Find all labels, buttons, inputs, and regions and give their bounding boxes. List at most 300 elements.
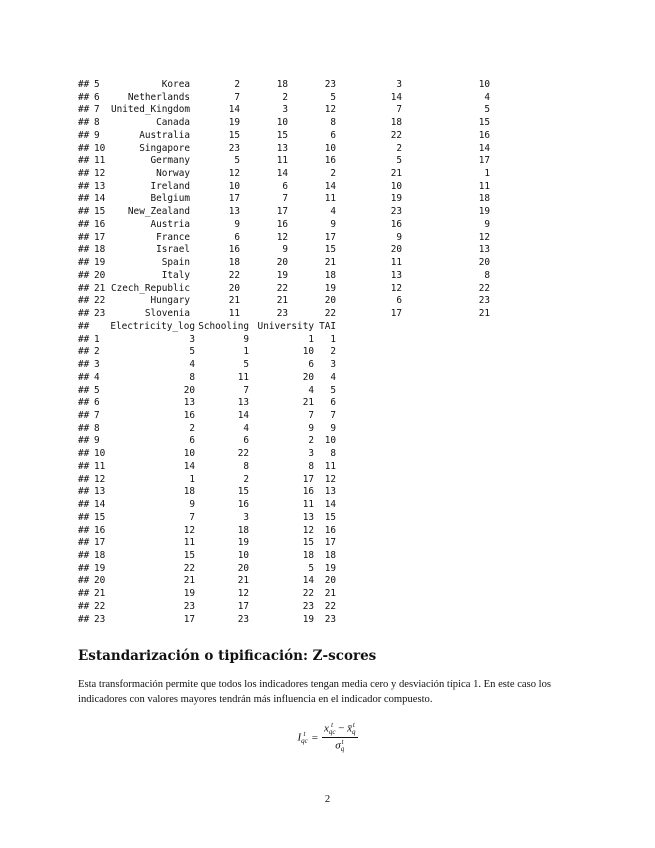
rank-table-countries bbox=[78, 79, 490, 321]
table-cell: ## bbox=[78, 244, 90, 256]
table-cell: 22 bbox=[302, 588, 314, 600]
formula-equals: = bbox=[311, 731, 318, 744]
table-cell: 8 bbox=[243, 460, 249, 472]
table-cell: 13 bbox=[324, 486, 336, 498]
table-cell: 23 bbox=[390, 206, 402, 218]
table-cell: 15 bbox=[324, 511, 336, 523]
table-row bbox=[78, 410, 336, 423]
table-cell: 6 bbox=[396, 295, 402, 307]
table-cell: 14 bbox=[302, 575, 314, 587]
table-cell: 22 bbox=[478, 282, 490, 294]
table-cell: 7 bbox=[330, 410, 336, 422]
table-row bbox=[78, 512, 336, 525]
table-cell: 7 bbox=[234, 91, 240, 103]
table-cell: 23 bbox=[478, 295, 490, 307]
table-row bbox=[78, 193, 490, 206]
formula-fraction bbox=[322, 722, 358, 753]
table-cell: 8 bbox=[330, 448, 336, 460]
table-cell: Netherlands bbox=[127, 91, 190, 103]
table-cell: 3 bbox=[243, 511, 249, 523]
table-cell: 3 bbox=[308, 448, 314, 460]
table-cell: 5 bbox=[330, 384, 336, 396]
table-cell: 12 bbox=[302, 524, 314, 536]
table-row bbox=[78, 537, 336, 550]
page-number: 2 bbox=[324, 794, 331, 805]
table-cell: ## bbox=[78, 206, 90, 218]
table-cell: 11 bbox=[237, 371, 249, 383]
table-cell: 18 bbox=[276, 79, 288, 90]
table-cell: 22 bbox=[276, 282, 288, 294]
table-cell: 1 bbox=[94, 333, 100, 345]
table-cell: ## bbox=[78, 180, 90, 192]
table-cell: 16 bbox=[94, 524, 106, 536]
table-cell: ## bbox=[78, 575, 90, 587]
table-cell: 18 bbox=[478, 193, 490, 205]
table-cell: 2 bbox=[282, 91, 288, 103]
z-score-formula bbox=[0, 722, 655, 753]
table-cell: 18 bbox=[228, 257, 240, 269]
table-cell: 17 bbox=[237, 600, 249, 612]
table-cell: ## bbox=[78, 269, 90, 281]
table-cell: 22 bbox=[324, 600, 336, 612]
table-cell: 20 bbox=[237, 562, 249, 574]
table-cell: 1 bbox=[330, 333, 336, 345]
table-cell: ## bbox=[78, 333, 90, 345]
table-cell: 22 bbox=[183, 562, 195, 574]
table-cell: ## bbox=[78, 613, 90, 625]
table-cell: University bbox=[257, 321, 314, 332]
table-cell: 11 bbox=[228, 307, 240, 319]
table-cell: ## bbox=[78, 588, 90, 600]
table-cell: 5 bbox=[484, 104, 490, 116]
table-cell: 2 bbox=[330, 346, 336, 358]
table-cell: 9 bbox=[330, 422, 336, 434]
table-cell: 16 bbox=[390, 218, 402, 230]
table-cell: 6 bbox=[94, 91, 100, 103]
table-cell: 16 bbox=[183, 410, 195, 422]
table-cell: 14 bbox=[94, 499, 106, 511]
table-cell: 19 bbox=[94, 257, 106, 269]
table-cell: 4 bbox=[330, 206, 336, 218]
table-cell: ## bbox=[78, 397, 90, 409]
table-cell: 23 bbox=[237, 613, 249, 625]
table-cell: 2 bbox=[243, 473, 249, 485]
table-cell: ## bbox=[78, 295, 90, 307]
table-cell: 19 bbox=[324, 562, 336, 574]
table-cell: 6 bbox=[330, 129, 336, 141]
table-row bbox=[78, 206, 490, 219]
table-cell: 16 bbox=[276, 218, 288, 230]
table-cell: Canada bbox=[156, 117, 190, 129]
table-cell: 10 bbox=[228, 180, 240, 192]
table-cell: 19 bbox=[228, 117, 240, 129]
table-cell: 18 bbox=[94, 549, 106, 561]
table-cell: 23 bbox=[324, 613, 336, 625]
table-cell: 3 bbox=[330, 359, 336, 371]
table-cell: Spain bbox=[161, 257, 190, 269]
table-cell: 19 bbox=[302, 613, 314, 625]
table-cell: 9 bbox=[243, 333, 249, 345]
table-cell: ## bbox=[78, 499, 90, 511]
table-cell: 6 bbox=[234, 231, 240, 243]
table-cell: 6 bbox=[94, 397, 100, 409]
table-cell: Germany bbox=[150, 155, 190, 167]
table-cell: 22 bbox=[324, 307, 336, 319]
table-header-row bbox=[78, 321, 336, 334]
table-cell: 23 bbox=[302, 600, 314, 612]
rank-table-indicators bbox=[78, 321, 336, 626]
table-row bbox=[78, 461, 336, 474]
table-cell: 15 bbox=[276, 129, 288, 141]
table-row bbox=[78, 575, 336, 588]
table-cell: Israel bbox=[156, 244, 190, 256]
table-cell: 7 bbox=[189, 511, 195, 523]
table-row bbox=[78, 448, 336, 461]
table-cell: 9 bbox=[396, 231, 402, 243]
table-cell: 5 bbox=[243, 359, 249, 371]
table-cell: 19 bbox=[94, 562, 106, 574]
table-cell: 8 bbox=[484, 269, 490, 281]
table-cell: 6 bbox=[308, 359, 314, 371]
table-cell: 8 bbox=[330, 117, 336, 129]
table-cell: 14 bbox=[390, 91, 402, 103]
table-cell: 11 bbox=[276, 155, 288, 167]
section-paragraph: Esta transformación permite que todos los indicadores tengan media cero y desviación típica 1. En este caso los indicadores con valores mayores tendrán más influencia en el indicador compuesto. bbox=[78, 679, 552, 706]
table-cell: 5 bbox=[94, 79, 100, 90]
table-cell: 6 bbox=[189, 435, 195, 447]
table-cell: 5 bbox=[94, 384, 100, 396]
table-cell: 2 bbox=[308, 435, 314, 447]
table-row bbox=[78, 117, 490, 130]
table-row bbox=[78, 155, 490, 168]
table-cell: ## bbox=[78, 218, 90, 230]
table-cell: 4 bbox=[189, 359, 195, 371]
table-row bbox=[78, 219, 490, 232]
table-cell: 15 bbox=[228, 129, 240, 141]
table-cell: 14 bbox=[324, 499, 336, 511]
table-cell: 18 bbox=[324, 269, 336, 281]
table-cell: ## bbox=[78, 473, 90, 485]
table-cell: 20 bbox=[324, 295, 336, 307]
formula-numerator: x t qc − x̄ t q bbox=[323, 721, 356, 736]
table-cell: 9 bbox=[282, 244, 288, 256]
table-cell: 9 bbox=[189, 499, 195, 511]
table-cell: 1 bbox=[189, 473, 195, 485]
table-cell: 8 bbox=[94, 422, 100, 434]
table-cell: 14 bbox=[237, 410, 249, 422]
table-cell: ## bbox=[78, 384, 90, 396]
table-cell: ## bbox=[78, 448, 90, 460]
table-cell: 5 bbox=[396, 155, 402, 167]
table-cell: 22 bbox=[237, 448, 249, 460]
table-cell: 21 bbox=[324, 588, 336, 600]
table-cell: 1 bbox=[243, 346, 249, 358]
table-row bbox=[78, 130, 490, 143]
table-row bbox=[78, 334, 336, 347]
table-cell: 13 bbox=[478, 244, 490, 256]
table-cell: 7 bbox=[396, 104, 402, 116]
table-cell: 12 bbox=[94, 168, 106, 180]
table-cell: 20 bbox=[302, 371, 314, 383]
table-row bbox=[78, 92, 490, 105]
table-cell: France bbox=[156, 231, 190, 243]
table-cell: 4 bbox=[94, 371, 100, 383]
table-row bbox=[78, 397, 336, 410]
formula-lhs: I t qc bbox=[297, 729, 308, 745]
table-cell: 12 bbox=[390, 282, 402, 294]
table-row bbox=[78, 295, 490, 308]
table-cell: Ireland bbox=[150, 180, 190, 192]
table-cell: 15 bbox=[478, 117, 490, 129]
table-cell: 19 bbox=[237, 537, 249, 549]
table-cell: 14 bbox=[324, 180, 336, 192]
table-cell: 4 bbox=[484, 91, 490, 103]
table-cell: 12 bbox=[324, 104, 336, 116]
table-cell: 21 bbox=[237, 575, 249, 587]
table-cell: 12 bbox=[478, 231, 490, 243]
table-cell: 22 bbox=[390, 129, 402, 141]
table-cell: 10 bbox=[237, 549, 249, 561]
table-cell: ## bbox=[78, 282, 90, 294]
table-cell: 15 bbox=[183, 549, 195, 561]
table-cell: 10 bbox=[183, 448, 195, 460]
table-cell: 20 bbox=[183, 384, 195, 396]
table-cell: 21 bbox=[228, 295, 240, 307]
table-cell: 23 bbox=[94, 613, 106, 625]
table-row bbox=[78, 423, 336, 436]
table-cell: 23 bbox=[276, 307, 288, 319]
table-cell: 12 bbox=[237, 588, 249, 600]
table-cell: 23 bbox=[324, 79, 336, 90]
table-cell: 19 bbox=[478, 206, 490, 218]
table-cell: 10 bbox=[324, 142, 336, 154]
table-cell: ## bbox=[78, 549, 90, 561]
table-cell: 19 bbox=[183, 588, 195, 600]
table-cell: 16 bbox=[324, 524, 336, 536]
table-row bbox=[78, 181, 490, 194]
table-cell: 10 bbox=[94, 142, 106, 154]
table-cell: 6 bbox=[282, 180, 288, 192]
table-row bbox=[78, 601, 336, 614]
table-cell: 10 bbox=[478, 79, 490, 90]
table-cell: 8 bbox=[94, 117, 100, 129]
table-cell: ## bbox=[78, 511, 90, 523]
table-cell: 7 bbox=[94, 104, 100, 116]
table-cell: ## bbox=[78, 371, 90, 383]
table-row bbox=[78, 499, 336, 512]
table-row bbox=[78, 346, 336, 359]
table-cell: 20 bbox=[94, 575, 106, 587]
table-cell: 11 bbox=[324, 193, 336, 205]
table-cell: 3 bbox=[396, 79, 402, 90]
table-cell: 7 bbox=[243, 384, 249, 396]
table-cell: 21 bbox=[276, 295, 288, 307]
table-cell: 9 bbox=[484, 218, 490, 230]
table-cell: 14 bbox=[94, 193, 106, 205]
table-cell: 17 bbox=[228, 193, 240, 205]
table-row bbox=[78, 435, 336, 448]
table-cell: 3 bbox=[94, 359, 100, 371]
table-cell: 15 bbox=[94, 206, 106, 218]
table-cell: 2 bbox=[396, 142, 402, 154]
table-cell: Austria bbox=[150, 218, 190, 230]
table-row bbox=[78, 283, 490, 296]
table-cell: 12 bbox=[276, 231, 288, 243]
table-cell: 21 bbox=[183, 575, 195, 587]
table-row bbox=[78, 614, 336, 627]
table-cell: 13 bbox=[237, 397, 249, 409]
formula-denominator: σ t q bbox=[335, 738, 345, 753]
table-cell: 11 bbox=[183, 537, 195, 549]
table-cell: 5 bbox=[234, 155, 240, 167]
table-cell: ## bbox=[78, 562, 90, 574]
table-cell: 14 bbox=[478, 142, 490, 154]
table-cell: 6 bbox=[330, 397, 336, 409]
table-cell: 20 bbox=[324, 575, 336, 587]
table-cell: Norway bbox=[156, 168, 190, 180]
table-cell: ## bbox=[78, 129, 90, 141]
table-cell: ## bbox=[78, 486, 90, 498]
table-cell: 10 bbox=[302, 346, 314, 358]
table-row bbox=[78, 372, 336, 385]
table-cell: 16 bbox=[237, 499, 249, 511]
table-cell: 17 bbox=[390, 307, 402, 319]
table-cell: 4 bbox=[243, 422, 249, 434]
table-cell: 15 bbox=[324, 244, 336, 256]
table-cell: 13 bbox=[276, 142, 288, 154]
table-cell: ## bbox=[78, 422, 90, 434]
table-cell: Korea bbox=[161, 79, 190, 90]
table-cell: Australia bbox=[139, 129, 190, 141]
table-cell: 19 bbox=[276, 269, 288, 281]
table-cell: 7 bbox=[308, 410, 314, 422]
table-cell: 15 bbox=[302, 537, 314, 549]
table-cell: 9 bbox=[94, 129, 100, 141]
table-cell: 9 bbox=[308, 422, 314, 434]
table-cell: 15 bbox=[237, 486, 249, 498]
table-cell: 22 bbox=[94, 600, 106, 612]
table-cell: Italy bbox=[161, 269, 190, 281]
table-cell: 16 bbox=[228, 244, 240, 256]
table-row bbox=[78, 563, 336, 576]
table-cell: 14 bbox=[228, 104, 240, 116]
table-cell: 17 bbox=[276, 206, 288, 218]
table-cell: 17 bbox=[183, 613, 195, 625]
table-cell: ## bbox=[78, 193, 90, 205]
table-cell: 13 bbox=[94, 180, 106, 192]
table-cell: 13 bbox=[228, 206, 240, 218]
table-cell: 16 bbox=[478, 129, 490, 141]
table-cell: 18 bbox=[390, 117, 402, 129]
table-cell: ## bbox=[78, 410, 90, 422]
table-cell: 7 bbox=[94, 410, 100, 422]
table-cell: 22 bbox=[94, 295, 106, 307]
table-cell: 10 bbox=[324, 435, 336, 447]
table-cell: 9 bbox=[94, 435, 100, 447]
table-cell: 11 bbox=[390, 257, 402, 269]
table-cell: 16 bbox=[324, 155, 336, 167]
table-cell: ## bbox=[78, 168, 90, 180]
table-row bbox=[78, 525, 336, 538]
table-cell: 11 bbox=[478, 180, 490, 192]
table-cell: 12 bbox=[94, 473, 106, 485]
table-cell: 13 bbox=[390, 269, 402, 281]
table-cell: 9 bbox=[234, 218, 240, 230]
table-cell: ## bbox=[78, 321, 90, 332]
table-cell: Electricity_log bbox=[110, 321, 195, 332]
table-cell: Hungary bbox=[150, 295, 190, 307]
table-cell: 5 bbox=[189, 346, 195, 358]
table-cell: TAI bbox=[319, 321, 336, 332]
table-cell: ## bbox=[78, 537, 90, 549]
table-cell: ## bbox=[78, 142, 90, 154]
table-cell: 23 bbox=[228, 142, 240, 154]
table-cell: ## bbox=[78, 91, 90, 103]
table-cell: 17 bbox=[478, 155, 490, 167]
section-heading: Estandarización o tipificación: Z-scores bbox=[78, 648, 377, 664]
table-row bbox=[78, 486, 336, 499]
table-cell: 11 bbox=[302, 499, 314, 511]
table-cell: 15 bbox=[94, 511, 106, 523]
table-cell: 10 bbox=[390, 180, 402, 192]
table-cell: ## bbox=[78, 307, 90, 319]
table-cell: 12 bbox=[324, 473, 336, 485]
table-row bbox=[78, 550, 336, 563]
table-cell: 23 bbox=[183, 600, 195, 612]
table-cell: 16 bbox=[94, 218, 106, 230]
table-row bbox=[78, 104, 490, 117]
table-row bbox=[78, 270, 490, 283]
table-cell: 18 bbox=[324, 549, 336, 561]
table-cell: 14 bbox=[276, 168, 288, 180]
table-cell: 13 bbox=[302, 511, 314, 523]
table-cell: 22 bbox=[228, 269, 240, 281]
table-cell: 18 bbox=[237, 524, 249, 536]
table-cell: 14 bbox=[183, 460, 195, 472]
table-cell: 18 bbox=[94, 244, 106, 256]
table-cell: 17 bbox=[94, 537, 106, 549]
table-cell: 21 bbox=[94, 588, 106, 600]
table-cell: United_Kingdom bbox=[110, 104, 190, 116]
table-cell: 20 bbox=[94, 269, 106, 281]
table-cell: 20 bbox=[276, 257, 288, 269]
table-cell: 8 bbox=[189, 371, 195, 383]
table-cell: 20 bbox=[478, 257, 490, 269]
table-cell: 5 bbox=[308, 562, 314, 574]
table-row bbox=[78, 143, 490, 156]
table-cell: 4 bbox=[308, 384, 314, 396]
table-row bbox=[78, 168, 490, 181]
table-cell: 11 bbox=[94, 460, 106, 472]
table-cell: Slovenia bbox=[144, 307, 190, 319]
table-cell: 2 bbox=[234, 79, 240, 90]
table-cell: 18 bbox=[302, 549, 314, 561]
table-cell: Czech_Republic bbox=[110, 282, 190, 294]
table-cell: Schooling bbox=[198, 321, 249, 332]
table-cell: ## bbox=[78, 600, 90, 612]
table-cell: 17 bbox=[302, 473, 314, 485]
table-cell: ## bbox=[78, 231, 90, 243]
table-cell: ## bbox=[78, 117, 90, 129]
table-cell: 2 bbox=[94, 346, 100, 358]
table-row bbox=[78, 308, 490, 321]
table-cell: ## bbox=[78, 460, 90, 472]
table-cell: 21 bbox=[324, 257, 336, 269]
table-cell: 8 bbox=[308, 460, 314, 472]
table-row bbox=[78, 257, 490, 270]
table-cell: 7 bbox=[282, 193, 288, 205]
table-cell: New_Zealand bbox=[127, 206, 190, 218]
